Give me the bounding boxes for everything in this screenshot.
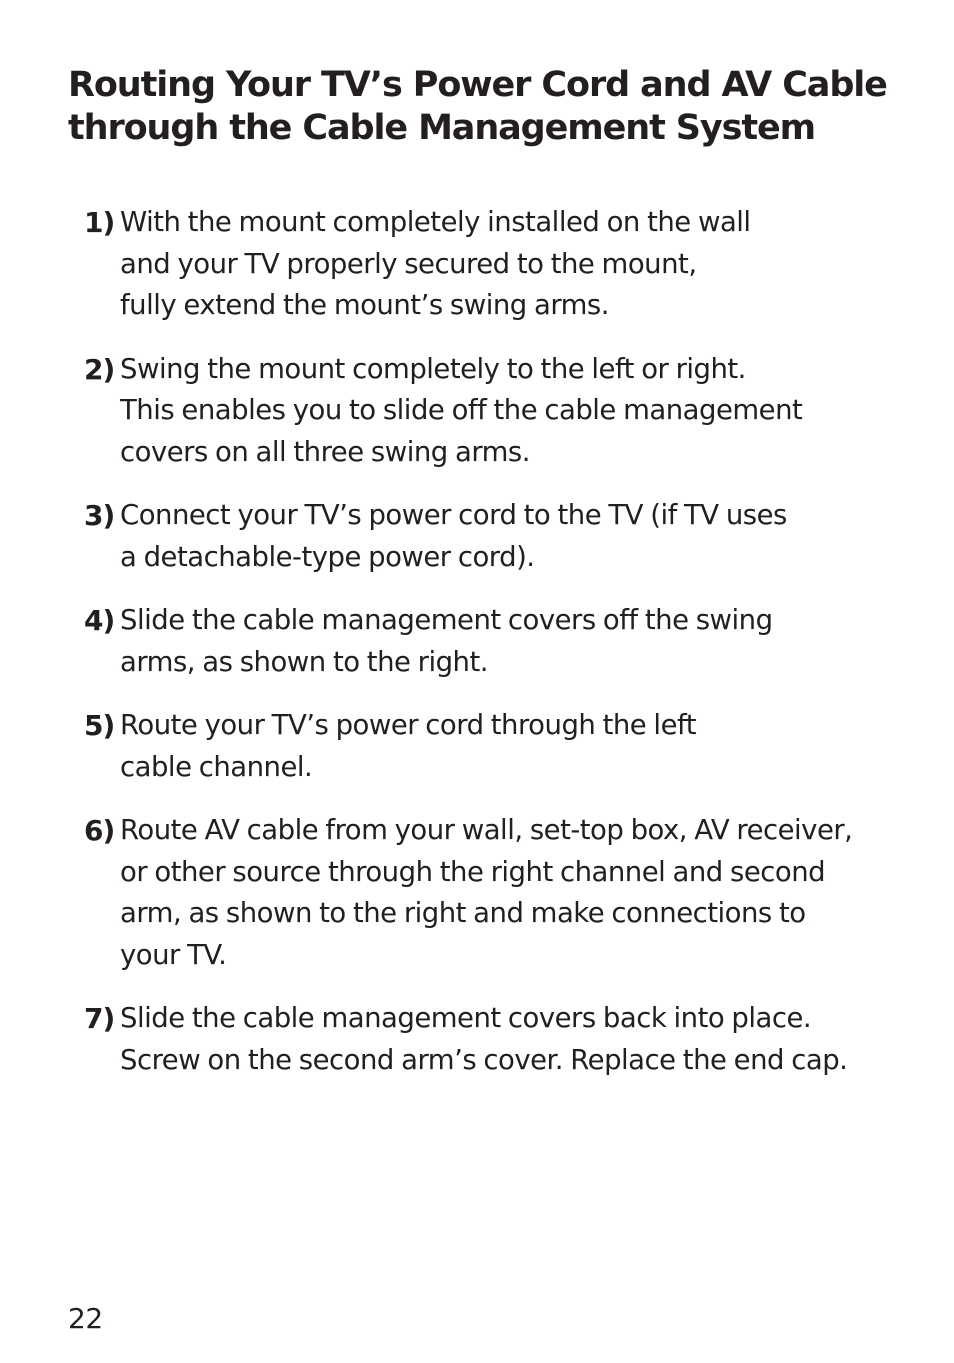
step-7 [84,998,914,1081]
step-line: This enables you to slide off the cable management [120,394,803,426]
step-6 [84,810,914,976]
step-3 [84,495,914,578]
step-text [120,349,914,474]
step-line: Slide the cable management covers back into place. [120,1002,812,1034]
step-line: With the mount completely installed on the wall [120,206,751,238]
step-text [120,810,914,976]
step-number: 4) [84,604,115,637]
page-title-line-2: through the Cable Management System [68,108,815,148]
step-number: 2) [84,352,115,386]
step-4 [84,600,914,683]
step-text [120,600,914,683]
step-1 [84,202,914,327]
step-number: 5) [84,709,115,742]
instruction-steps-list [84,202,914,1103]
step-line: covers on all three swing arms. [120,435,530,468]
step-line: Route your TV’s power cord through the left [120,709,696,741]
step-line: Swing the mount completely to the left or right. [120,352,746,385]
step-number: 3) [84,499,115,532]
step-number: 1) [84,206,115,239]
step-line: Connect your TV’s power cord to the TV (if TV uses [120,499,787,531]
step-line: or other source through the right channel and second [120,855,826,888]
step-line: Slide the cable management covers off the swing [120,604,773,636]
step-line: Screw on the second arm’s cover. Replace the end cap. [120,1043,848,1076]
step-line: arms, as shown to the right. [120,645,489,678]
step-text [120,705,914,788]
step-text [120,998,914,1081]
step-text [120,202,914,327]
step-line: and your TV properly secured to the mount, [120,247,697,280]
step-line: a detachable-type power cord). [120,540,535,573]
step-line: cable channel. [120,750,313,783]
step-line: your TV. [120,938,227,971]
step-number: 6) [84,814,115,847]
page-title-line-1: Routing Your TV’s Power Cord and AV Cable [68,65,887,105]
page-title [68,64,928,150]
step-line: Route AV cable from your wall, set-top box, AV receiver, [120,814,853,846]
step-2 [84,349,914,474]
step-text [120,495,914,578]
page-number: 22 [68,1302,103,1335]
step-number: 7) [84,1002,115,1035]
step-line: arm, as shown to the right and make connections to [120,897,806,929]
step-line: fully extend the mount’s swing arms. [120,289,609,321]
step-5 [84,705,914,788]
